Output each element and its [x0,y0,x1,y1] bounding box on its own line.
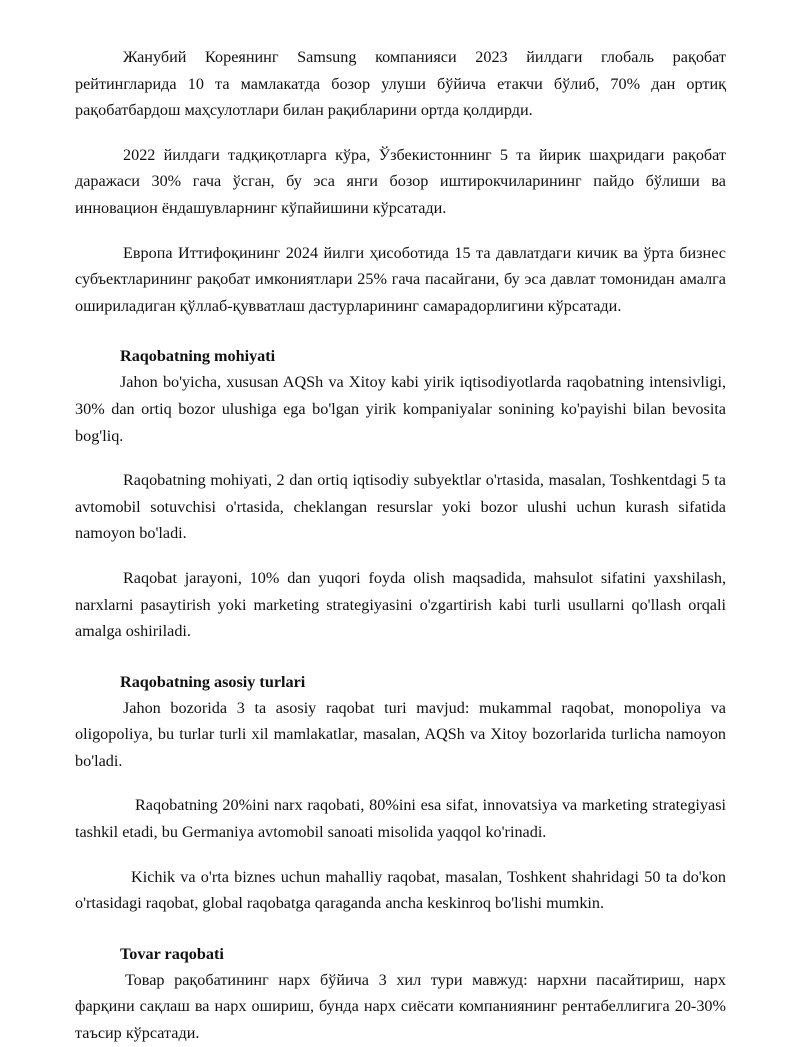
document-page [75,44,726,1047]
section-heading-mohiyati: Raqobatning mohiyati [120,347,276,366]
section-heading-asosiy-turlari: Raqobatning asosiy turlari [120,672,306,691]
intro-paragraph-2: 2022 йилдаги тадқиқотларга кўра, Ўзбекистоннинг 5 та йирик шаҳридаги рақобат даражаси 30% гача ўсган, бу эса янги бозор иштирокчиларининг пайдо бўлиши ва инновацион ёндашувларнинг кўпайишини кўрсатади. [75,145,726,217]
section1-paragraph-1: Jahon bo'yicha, xususan AQSh va Xitoy kabi yirik iqtisodiyotlarda raqobatning intensivligi, 30% dan ortiq bozor ulushiga ega bo'lgan yirik kompaniyalar sonining ko'payishi bilan bevosita bog'liq. [75,373,726,445]
section2-paragraph-1: Jahon bozorida 3 ta asosiy raqobat turi mavjud: mukammal raqobat, monopoliya va oligopoliya, bu turlar turli xil mamlakatlar, masalan, AQSh va Xitoy bozorlarida turlicha namoyon bo'ladi. [75,698,726,770]
intro-paragraph-3: Европа Иттифоқининг 2024 йилги ҳисоботида 15 та давлатдаги кичик ва ўрта бизнес субъектларининг рақобат имкониятлари 25% гача пасайгани, бу эса давлат томонидан амалга ошириладиган қўллаб-қувватлаш дастурларининг самарадорлигини кўрсатади. [75,243,726,315]
section3-paragraph-1: Товар рақобатининг нарх бўйича 3 хил тури мавжуд: нархни пасайтириш, нарх фарқини сақлаш ва нарх ошириш, бунда нарх сиёсати компаниянинг рентабеллигига 20-30% таъсир кўрсатади. [75,970,726,1043]
section2-paragraph-2: Raqobatning 20%ini narx raqobati, 80%ini esa sifat, innovatsiya va marketing strategiyasi tashkil etadi, bu Germaniya avtomobil sanoati misolida yaqqol ko'rinadi. [75,796,726,842]
section2-paragraph-3: Kichik va o'rta biznes uchun mahalliy raqobat, masalan, Toshkent shahridagi 50 ta do'kon o'rtasidagi raqobat, global raqobatga qaraganda ancha keskinroq bo'lishi mumkin. [75,867,726,913]
section-heading-tovar-raqobati: Tovar raqobati [120,944,224,963]
section1-paragraph-3: Raqobat jarayoni, 10% dan yuqori foyda olish maqsadida, mahsulot sifatini yaxshilash, narxlarni pasaytirish yoki marketing strategiyasini o'zgartirish kabi turli usullarni qo'llash orqali amalga oshiriladi. [75,568,726,641]
section1-paragraph-2: Raqobatning mohiyati, 2 dan ortiq iqtisodiy subyektlar o'rtasida, masalan, Toshkentdagi 5 ta avtomobil sotuvchisi o'rtasida, cheklangan resurslar yoki bozor ulushi uchun kurash sifatida namoyon bo'ladi. [75,471,726,543]
intro-paragraph-1: Жанубий Кореянинг Samsung компанияси 2023 йилдаги глобаль рақобат рейтингларида 10 та мамлакатда бозор улуши бўйича етакчи бўлиб, 70% дан ортиқ рақобатбардош маҳсулотлари билан рақибларини ортда қолдирди. [75,48,726,120]
